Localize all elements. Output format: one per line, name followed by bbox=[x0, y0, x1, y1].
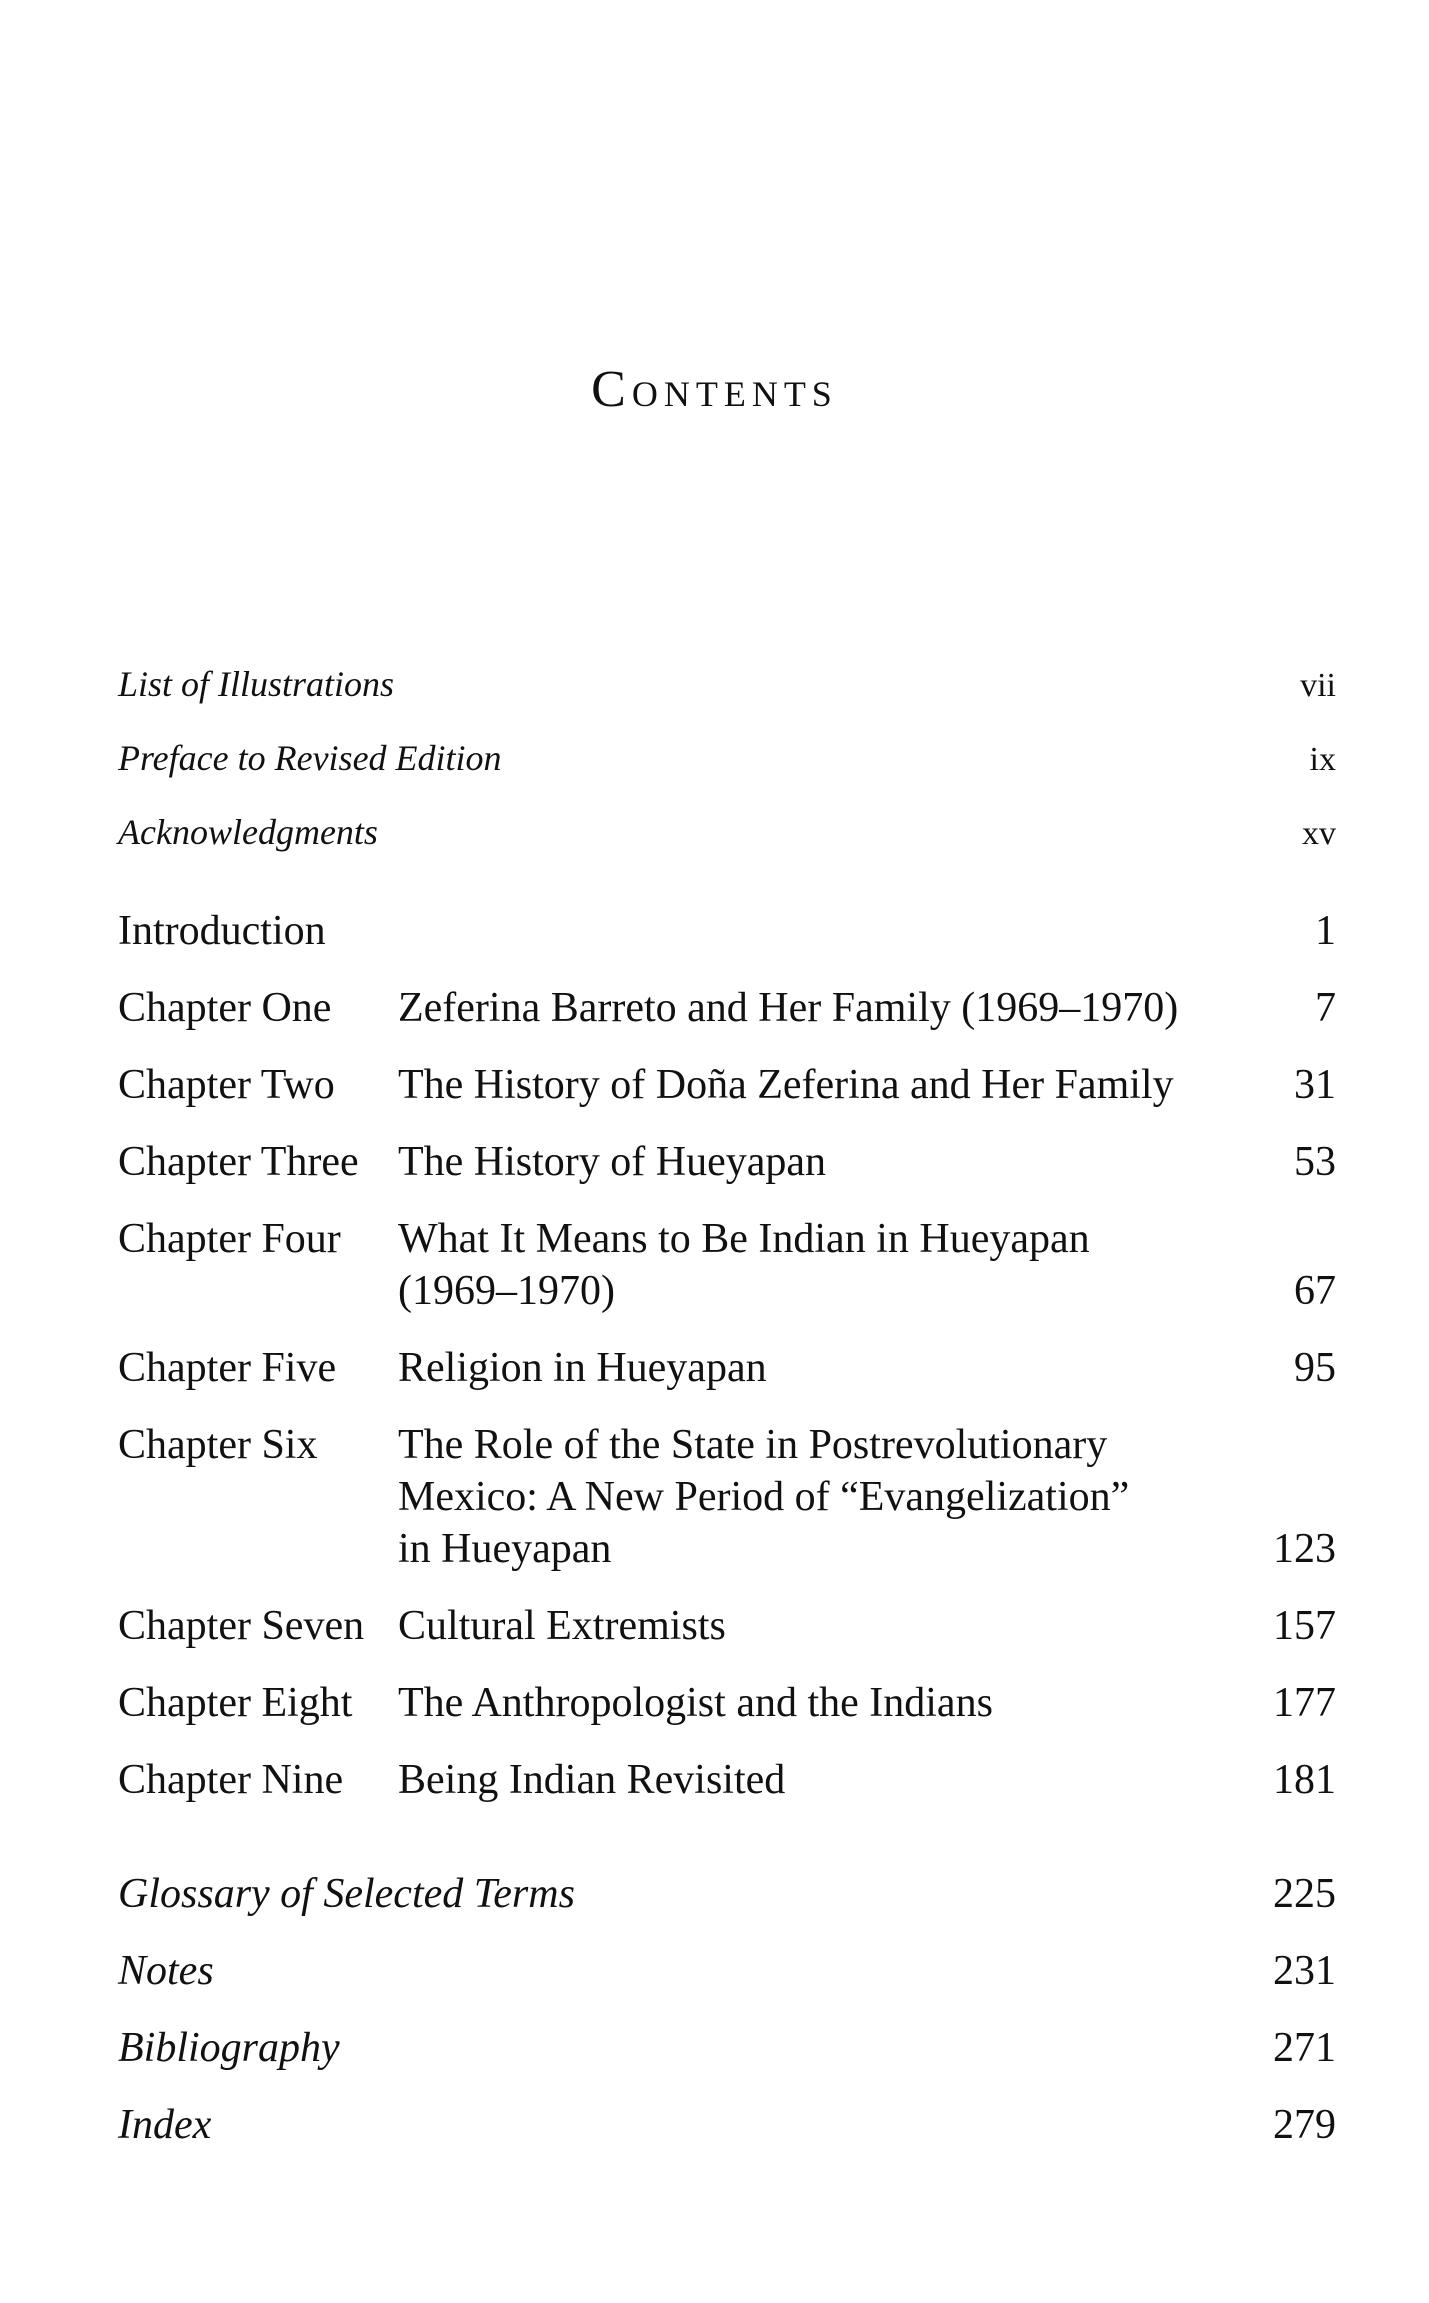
chapter-label: Chapter Four bbox=[118, 1216, 341, 1262]
toc-entry-acknowledgments[interactable] bbox=[118, 811, 1336, 885]
chapter-page: 177 bbox=[1273, 1680, 1336, 1726]
chapter-label: Introduction bbox=[118, 908, 326, 954]
entry-page: xv bbox=[1302, 815, 1336, 852]
entry-title: Glossary of Selected Terms bbox=[118, 1871, 575, 1917]
chapter-title: The History of Doña Zeferina and Her Family bbox=[398, 1062, 1174, 1108]
entry-page: vii bbox=[1300, 667, 1336, 704]
chapter-label: Chapter Three bbox=[118, 1139, 359, 1185]
chapter-label: Chapter Two bbox=[118, 1062, 335, 1108]
chapter-title: What It Means to Be Indian in Hueyapan (1969–1970) bbox=[398, 1216, 1090, 1314]
entry-title: Acknowledgments bbox=[118, 812, 378, 852]
chapter-page: 123 bbox=[1273, 1526, 1336, 1572]
entry-page: ix bbox=[1309, 741, 1336, 778]
chapter-page: 157 bbox=[1273, 1603, 1336, 1649]
back-matter-list bbox=[118, 1870, 1336, 2178]
chapter-page: 7 bbox=[1315, 985, 1336, 1031]
toc-entry-introduction[interactable] bbox=[118, 905, 1336, 957]
chapter-page: 1 bbox=[1315, 908, 1336, 954]
entry-title: List of Illustrations bbox=[118, 664, 395, 704]
toc-entry-chapter-three[interactable] bbox=[118, 1136, 1336, 1188]
entry-page: 271 bbox=[1273, 2025, 1336, 2071]
chapter-title: The Anthropologist and the Indians bbox=[398, 1680, 993, 1726]
chapter-title: Being Indian Revisited bbox=[398, 1757, 786, 1803]
chapter-title: The Role of the State in Postrevolutionary Mexico: A New Period of “Evangelization” in Hueyapan bbox=[398, 1422, 1130, 1572]
chapter-title: Zeferina Barreto and Her Family (1969–1970) bbox=[398, 985, 1179, 1031]
chapter-label: Chapter Eight bbox=[118, 1680, 353, 1726]
chapter-page: 67 bbox=[1294, 1268, 1336, 1314]
toc-entry-notes[interactable] bbox=[118, 1947, 1336, 2024]
entry-page: 279 bbox=[1273, 2102, 1336, 2148]
toc-entry-chapter-one[interactable] bbox=[118, 982, 1336, 1034]
chapter-page: 31 bbox=[1294, 1062, 1336, 1108]
entry-page: 225 bbox=[1273, 1871, 1336, 1917]
toc-entry-chapter-five[interactable] bbox=[118, 1342, 1336, 1394]
toc-entry-chapter-nine[interactable] bbox=[118, 1754, 1336, 1806]
chapter-label: Chapter Five bbox=[118, 1345, 337, 1391]
toc-entry-chapter-eight[interactable] bbox=[118, 1677, 1336, 1729]
entry-title: Bibliography bbox=[118, 2025, 340, 2071]
entry-title: Index bbox=[118, 2102, 212, 2148]
toc-entry-preface[interactable] bbox=[118, 737, 1336, 811]
chapter-page: 95 bbox=[1294, 1345, 1336, 1391]
chapter-title: Religion in Hueyapan bbox=[398, 1345, 767, 1391]
toc-entry-chapter-six[interactable] bbox=[118, 1419, 1336, 1575]
chapter-title: Cultural Extremists bbox=[398, 1603, 726, 1649]
chapter-label: Chapter Nine bbox=[118, 1757, 344, 1803]
toc-entry-chapter-four[interactable] bbox=[118, 1213, 1336, 1317]
chapter-title: The History of Hueyapan bbox=[398, 1139, 827, 1185]
page-title: Contents bbox=[591, 361, 838, 418]
toc-entry-index[interactable] bbox=[118, 2101, 1336, 2178]
front-matter-list bbox=[118, 663, 1336, 885]
toc-entry-glossary[interactable] bbox=[118, 1870, 1336, 1947]
chapter-page: 181 bbox=[1273, 1757, 1336, 1803]
entry-title: Preface to Revised Edition bbox=[118, 738, 502, 778]
entry-page: 231 bbox=[1273, 1948, 1336, 1994]
chapter-label: Chapter Seven bbox=[118, 1603, 365, 1649]
entry-title: Notes bbox=[118, 1948, 214, 1994]
chapter-list bbox=[118, 905, 1336, 1831]
toc-entry-chapter-two[interactable] bbox=[118, 1059, 1336, 1111]
toc-entry-chapter-seven[interactable] bbox=[118, 1600, 1336, 1652]
toc-entry-list-of-illustrations[interactable] bbox=[118, 663, 1336, 737]
chapter-label: Chapter One bbox=[118, 985, 332, 1031]
toc-entry-bibliography[interactable] bbox=[118, 2024, 1336, 2101]
chapter-page: 53 bbox=[1294, 1139, 1336, 1185]
chapter-label: Chapter Six bbox=[118, 1422, 318, 1468]
